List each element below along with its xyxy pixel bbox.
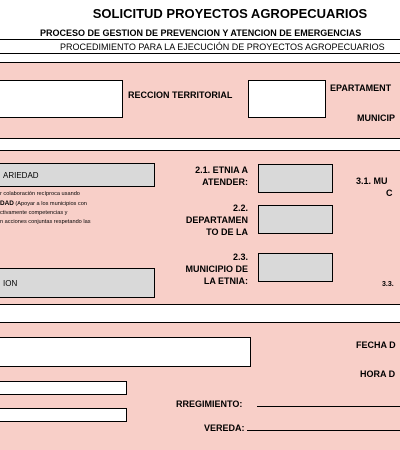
- etnia-label-line-1: 2.1. ETNIA A: [195, 165, 248, 175]
- section-location-top-border: [0, 62, 400, 63]
- field-left-blank[interactable]: [0, 80, 123, 118]
- dept-label-line-1: 2.2.: [232, 203, 248, 213]
- field-wide-blank[interactable]: [0, 337, 251, 367]
- label-municipio: MUNICIP: [357, 113, 395, 123]
- label-hora: HORA D: [360, 369, 396, 379]
- principle-desc-line-2-rest: (Apoyar a los municipios con: [13, 201, 87, 207]
- mun-label-line-2: MUNICIPIO DE: [185, 264, 248, 274]
- etnia-label-line-2: ATENDER:: [202, 177, 248, 187]
- right-mu-line-1: 3.1. MU: [356, 176, 388, 186]
- principle-desc-line-3: ctivamente competencias y: [0, 210, 68, 216]
- section-etnia-top-border: [0, 150, 400, 151]
- process-subtitle: PROCESO DE GESTION DE PREVENCION Y ATENCION DE EMERGENCIAS: [40, 28, 362, 38]
- field-municipio-etnia[interactable]: [258, 253, 333, 282]
- form-title: SOLICITUD PROYECTOS AGROPECUARIOS: [92, 6, 368, 21]
- mun-label-line-1: 2.3.: [232, 252, 248, 262]
- dept-label-line-3: TO DE LA: [206, 227, 248, 237]
- principle-description: [0, 190, 155, 227]
- lower-box-value: ION: [3, 279, 18, 288]
- dept-label-line-2: DEPARTAMEN: [185, 215, 248, 225]
- label-3-3: 3.3.: [382, 281, 394, 288]
- field-small-1[interactable]: [0, 381, 127, 395]
- header-divider-2: [0, 53, 400, 54]
- section-date-place-top-border: [0, 322, 400, 323]
- field-small-2[interactable]: [0, 408, 127, 422]
- field-corregimiento-line[interactable]: [257, 406, 400, 407]
- label-corregimiento: RREGIMIENTO:: [176, 399, 243, 409]
- label-departamento: EPARTAMENT: [330, 83, 392, 93]
- header-divider: [0, 39, 400, 40]
- field-principle[interactable]: [0, 163, 155, 187]
- label-vereda: VEREDA:: [204, 423, 245, 433]
- right-mu-line-2: C: [386, 188, 393, 198]
- field-lower-left[interactable]: [0, 268, 155, 298]
- label-etnia-atender: [176, 164, 248, 188]
- procedure-subtitle: PROCEDIMIENTO PARA LA EJECUCIÓN DE PROYECTOS AGROPECUARIOS: [60, 42, 385, 52]
- section-location-bottom-border: [0, 138, 400, 139]
- section-etnia-bottom-border: [0, 304, 400, 305]
- label-municipio-c: [356, 175, 400, 199]
- field-direccion-territorial[interactable]: [248, 80, 326, 118]
- principle-value: ARIEDAD: [3, 171, 39, 180]
- label-fecha: FECHA D: [356, 340, 396, 350]
- field-vereda-line[interactable]: [247, 430, 400, 431]
- principle-desc-line-1: r colaboración recíproca usando: [0, 191, 80, 197]
- label-departamento-etnia: [170, 202, 248, 238]
- principle-desc-line-2-bold: DAD: [0, 200, 14, 207]
- field-etnia-atender[interactable]: [258, 164, 333, 193]
- label-direccion-territorial: RECCION TERRITORIAL: [128, 90, 233, 100]
- field-departamento-etnia[interactable]: [258, 205, 333, 234]
- mun-label-line-3: LA ETNIA:: [203, 276, 248, 286]
- principle-desc-line-4: n acciones conjuntas respetando las: [0, 219, 91, 225]
- label-municipio-etnia: [166, 251, 248, 287]
